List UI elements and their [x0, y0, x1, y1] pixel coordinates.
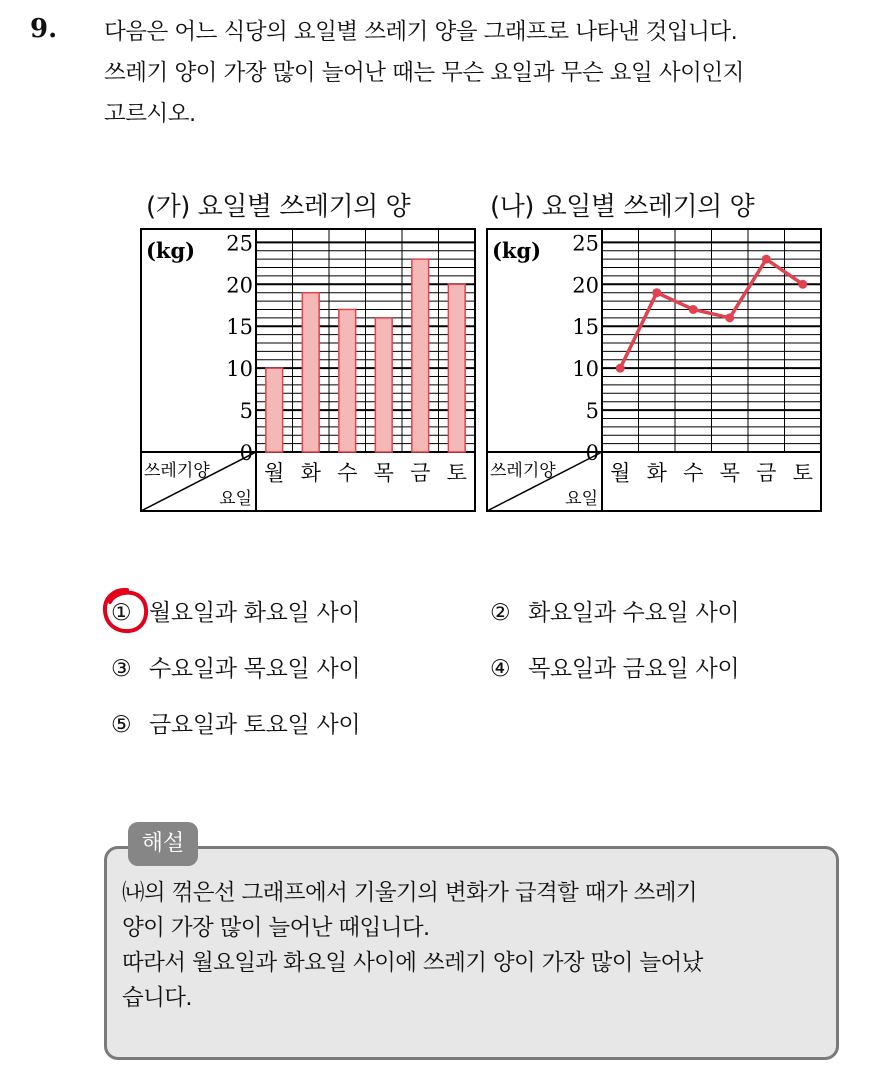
y-tick-label: 15: [226, 315, 253, 340]
x-tick-label: 목: [373, 461, 394, 485]
data-point: [689, 305, 698, 314]
unit-label: (kg): [492, 238, 542, 263]
choice-text: 수요일과 목요일 사이: [149, 656, 361, 682]
x-tick-label: 화: [646, 461, 667, 485]
choice-text: 월요일과 화요일 사이: [149, 600, 361, 626]
y-tick-label: 0: [239, 441, 253, 465]
choice-number: ①: [111, 600, 132, 626]
x-tick-label: 목: [719, 461, 740, 485]
choice-number: ②: [490, 600, 511, 626]
choice-text: 금요일과 토요일 사이: [149, 712, 361, 738]
y-tick-label: 10: [572, 357, 599, 382]
data-point: [798, 280, 807, 289]
line-chart: [486, 228, 822, 512]
y-tick-label: 15: [572, 315, 599, 340]
x-tick-label: 월: [610, 461, 631, 485]
question-line: 쓰레기 양이 가장 많이 늘어난 때는 무슨 요일과 무슨 요일 사이인지: [104, 60, 744, 86]
corner-bottom-label: 요일: [219, 489, 252, 509]
bar: [412, 259, 429, 452]
x-tick-label: 토: [446, 461, 467, 485]
y-tick-label: 0: [585, 441, 599, 465]
y-tick-label: 5: [239, 399, 253, 424]
bar: [339, 309, 356, 452]
corner-top-label: 쓰레기양: [144, 461, 210, 481]
corner-bottom-label: 요일: [565, 489, 598, 509]
choice-text: 목요일과 금요일 사이: [528, 656, 740, 682]
choice-2[interactable]: [490, 594, 739, 627]
x-tick-label: 수: [337, 461, 358, 485]
question-text: [104, 12, 874, 135]
explanation-line: 습니다.: [122, 985, 192, 1011]
x-tick-label: 금: [410, 461, 431, 485]
choice-number: ④: [490, 656, 511, 682]
y-tick-label: 5: [585, 399, 599, 424]
x-tick-label: 토: [792, 461, 813, 485]
question-line: 다음은 어느 식당의 요일별 쓰레기 양을 그래프로 나타낸 것입니다.: [104, 19, 738, 45]
data-point: [616, 364, 625, 373]
bar: [375, 318, 392, 452]
bar: [266, 368, 283, 452]
explanation-line: 양이 가장 많이 늘어난 때입니다.: [122, 915, 430, 941]
choice-3[interactable]: [111, 650, 360, 683]
y-tick-label: 20: [226, 273, 253, 298]
x-tick-label: 월: [264, 461, 285, 485]
x-tick-label: 금: [756, 461, 777, 485]
x-tick-label: 수: [683, 461, 704, 485]
data-point: [725, 313, 734, 322]
data-point: [762, 255, 771, 264]
choice-number: ③: [111, 656, 132, 682]
choice-text: 화요일과 수요일 사이: [528, 600, 740, 626]
explanation-text: [122, 876, 834, 1016]
bar: [302, 293, 319, 452]
choice-4[interactable]: [490, 650, 739, 683]
bar: [448, 284, 465, 452]
choice-1[interactable]: [111, 594, 360, 627]
y-tick-label: 20: [572, 273, 599, 298]
bar-chart: [140, 228, 476, 512]
explanation-label: 해설: [128, 822, 198, 866]
explanation-line: 따라서 월요일과 화요일 사이에 쓰레기 양이 가장 많이 늘어났: [122, 950, 703, 976]
y-tick-label: 25: [572, 231, 599, 256]
line-chart-title: (나) 요일별 쓰레기의 양: [490, 192, 755, 222]
y-tick-label: 10: [226, 357, 253, 382]
data-point: [652, 288, 661, 297]
x-tick-label: 화: [300, 461, 321, 485]
choice-5[interactable]: [111, 706, 360, 739]
question-line: 고르시오.: [104, 101, 196, 127]
question-number: 9.: [30, 14, 58, 44]
choice-number: ⑤: [111, 712, 132, 738]
unit-label: (kg): [146, 238, 196, 263]
corner-top-label: 쓰레기양: [490, 461, 556, 481]
y-tick-label: 25: [226, 231, 253, 256]
explanation-line: ㈏의 꺾은선 그래프에서 기울기의 변화가 급격할 때가 쓰레기: [122, 880, 698, 906]
bar-chart-title: (가) 요일별 쓰레기의 양: [146, 192, 411, 222]
